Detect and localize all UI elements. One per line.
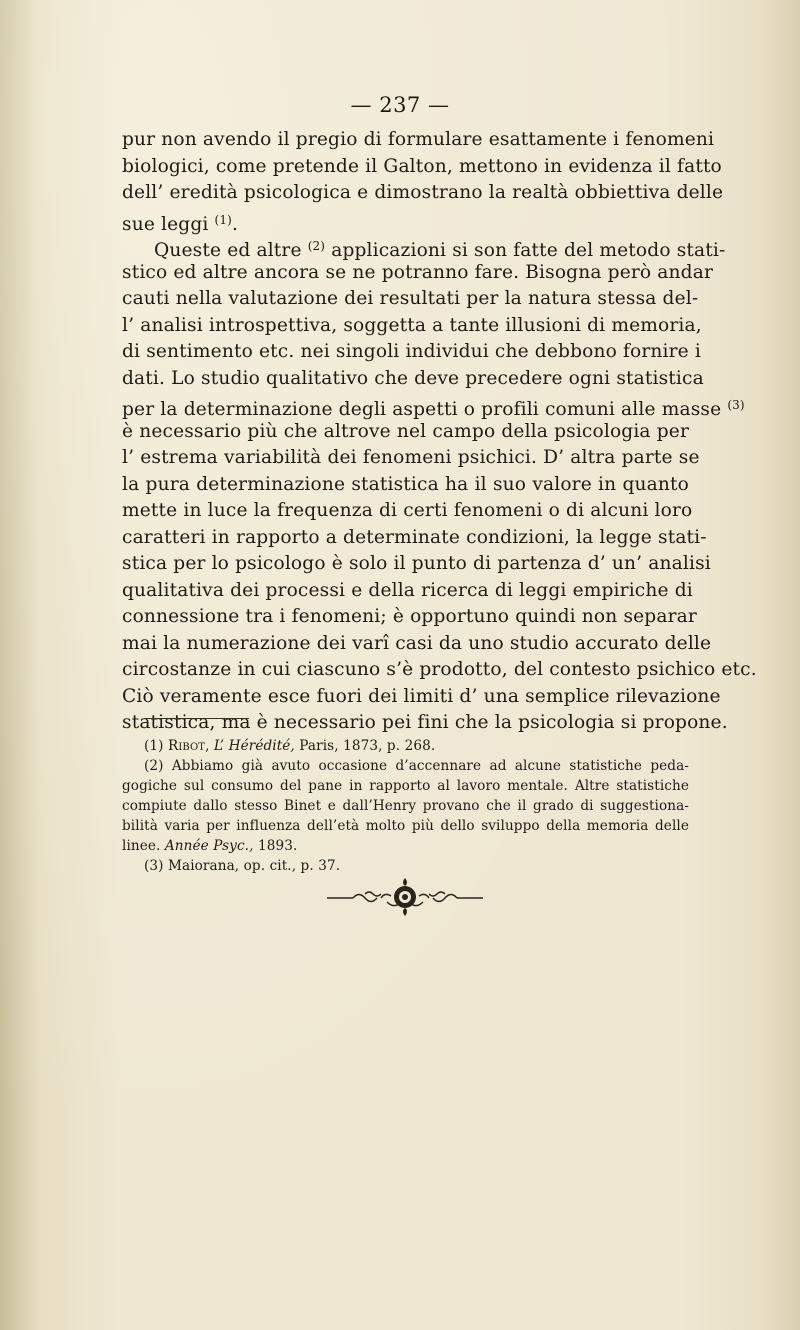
text-line: caratteri in rapporto a determinate condizioni, la legge stati- <box>122 526 707 548</box>
text-line: dell’ eredità psicologica e dimostrano la realtà obbiettiva delle <box>122 182 724 203</box>
tailpiece-ornament-icon <box>325 872 485 922</box>
footnotes <box>122 736 689 876</box>
footnote-2-line: compiute dallo stesso Binet e dall’Henry provano che il grado di suggestiona- <box>122 798 689 814</box>
footnote-2-line: bilità varia per influenza dell’età molto più dello sviluppo della memoria delle <box>122 818 689 834</box>
text-line: mai la numerazione dei varî casi da uno studio accurato delle <box>122 632 712 654</box>
text-line: mette in luce la frequenza di certi fenomeni o di alcuni loro <box>122 500 693 521</box>
text-line: stico ed altre ancora se ne potranno fare. Bisogna però andar <box>122 261 713 283</box>
text-line: connessione tra i fenomeni; è opportuno quindi non separar <box>122 606 697 627</box>
text-line: Ciò veramente esce fuori dei limiti d’ una semplice rilevazione <box>122 685 721 707</box>
footnote-2-line: gogiche sul consumo del pane in rapporto al lavoro mentale. Altre statistiche <box>122 778 689 794</box>
page-number: — 237 — <box>350 93 450 117</box>
text-line: biologici, come pretende il Galton, mettono in evidenza il fatto <box>122 155 722 177</box>
text-line: è necessario più che altrove nel campo della psicologia per <box>122 420 689 442</box>
text-line: la pura determinazione statistica ha il suo valore in quanto <box>122 473 689 495</box>
text-line: qualitativa dei processi e della ricerca di leggi empiriche di <box>122 579 693 601</box>
text-line: statistica, ma è necessario pei fini che la psicologia si propone. <box>122 712 728 733</box>
text-line: Queste ed altre $^{(2)}$ applicazioni si son fatte del metodo stati- <box>154 239 726 261</box>
footnote-1: (1) Ribot, L’ Hérédité, Paris, 1873, p. 268. <box>144 738 436 754</box>
text-line: per la determinazione degli aspetti o profili comuni alle masse $^{(3)}$ <box>122 398 745 420</box>
text-line: l’ analisi introspettiva, soggetta a tante illusioni di memoria, <box>122 314 702 336</box>
text-line: stica per lo psicologo è solo il punto di partenza d’ un’ analisi <box>122 553 711 574</box>
footnote-ref-3: (3) <box>727 398 745 412</box>
text-line: pur non avendo il pregio di formulare esattamente i fenomeni <box>122 129 715 150</box>
footnote-separator <box>144 718 249 719</box>
text-line: circostanze in cui ciascuno s’è prodotto, del contesto psichico etc. <box>122 659 757 680</box>
footnote-ref-2: (2) <box>307 239 326 253</box>
footnote-3: (3) Maiorana, op. cit., p. 37. <box>144 858 341 874</box>
footnote-ref-1: (1) <box>214 212 232 227</box>
footnote-2-line: (2) Abbiamo già avuto occasione d’accennare ad alcune statistiche peda- <box>144 758 689 774</box>
text-line: cauti nella valutazione dei resultati per la natura stessa del- <box>122 288 699 309</box>
text-line: di sentimento etc. nei singoli individui che debbono fornire i <box>122 341 701 362</box>
text-line: l’ estrema variabilità dei fenomeni psichici. D’ altra parte se <box>122 447 700 468</box>
main-text <box>122 127 757 737</box>
text-line: dati. Lo studio qualitativo che deve precedere ogni statistica <box>122 367 704 389</box>
footnote-2-line: linee. Année Psyc., 1893. <box>122 838 298 854</box>
text-line: sue leggi $^{(1)}$. <box>122 212 239 235</box>
